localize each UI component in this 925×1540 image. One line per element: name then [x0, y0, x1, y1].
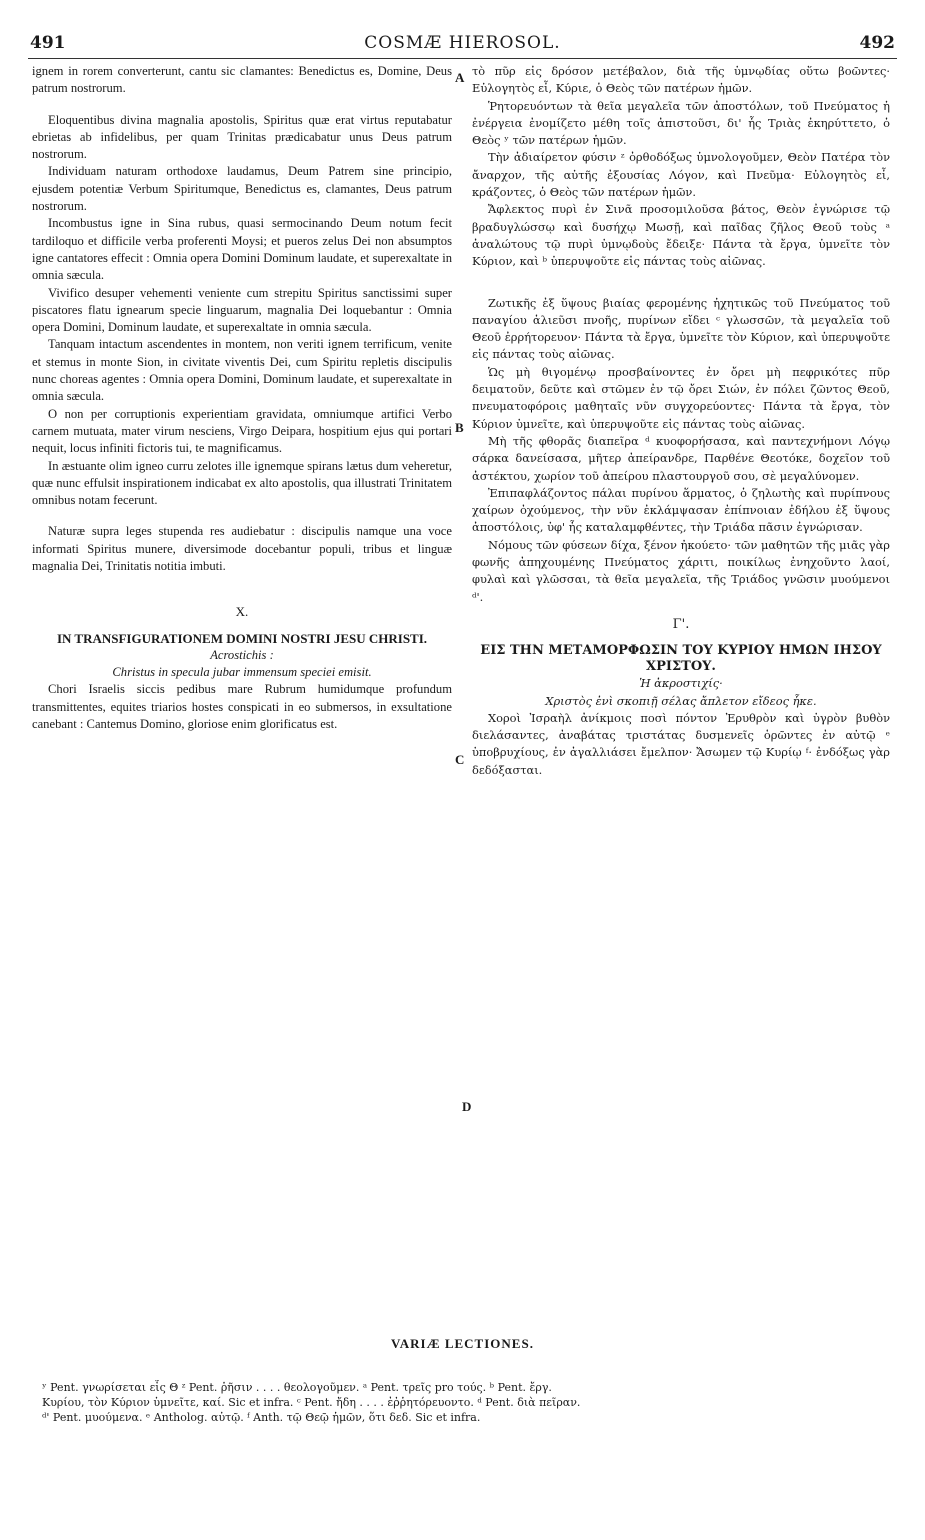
- greek-paragraph: Ζωτικῆς ἐξ ὕψους βιαίας φερομένης ἠχητικῶς τοῦ Πνεύματος τοῦ παναγίου ἁλιεῦσι πνοῆς, πυρίνων εἴδει ᶜ γλωσσῶν, τὰ μεγαλεῖα τοῦ Θεοῦ ἐρρήτορευον· Πάντα τὰ ἔργα, ὑμνεῖτε τὸν Κύριον, καὶ ὑπερυψοῦτε εἰς πάντας τοὺς αἰῶνας.: [472, 295, 890, 362]
- variant-note-line: Κυρίου, τὸν Κύριον ὑμνεῖτε, καί. Sic et infra. ᶜ Pent. ἤδη . . . . ἐῤῥητόρευοντο. ᵈ Pent. διὰ πεῖραν.: [42, 1396, 581, 1409]
- greek-paragraph: Ὡς μὴ θιγομένῳ προσβαίνοντες ἐν ὄρει μὴ πεφρικότες πῦρ δειματοῦν, δεῦτε καὶ στῶμεν ἐν τῷ ὄρει Σιών, ἐν πόλει ζῶντος Θεοῦ, πνευματοφόροις μαθηταῖς νῦν συγχορεύοντες· Πάντα τὰ ἔργα, τὸν Κύριον ὑμνεῖτε, καὶ ὑπερυψοῦτε εἰς πάντας τοὺς αἰῶνας.: [472, 364, 890, 431]
- greek-section-title: ΕΙΣ ΤΗΝ ΜΕΤΑΜΟΡΦΩΣΙΝ ΤΟΥ ΚΥΡΙΟΥ ΗΜΩΝ ΙΗΣΟΥ ΧΡΙΣΤΟΥ.: [480, 643, 882, 675]
- latin-paragraph: Chori Israelis siccis pedibus mare Rubrum humidumque profundum transmittentes, equites triarios hostes conspicati in eo submersos, in exsultatione canebant : Cantemus Domino, gloriose enim glorificatus est.: [32, 682, 452, 731]
- right-page-number: 492: [859, 33, 895, 53]
- latin-paragraph: Naturæ supra leges stupenda res audiebatur : discipulis namque una voce informati Spiritus munere, diversimode docebantur populi, tribus et linguæ magnalia Dei, Trinitatis notitia imbuti.: [32, 524, 452, 574]
- greek-paragraph: Μὴ τῆς φθορᾶς διαπεῖρα ᵈ κυοφορήσασα, καὶ παντεχνήμονι Λόγῳ σάρκα δανείσασα, μῆτερ ἀπείρανδρε, Παρθένε Θεοτόκε, δοχεῖον τοῦ ἀστέκτου, χωρίον τοῦ ἀπείρου πλαστουργοῦ σου, σὲ μεγαλύνομεν.: [472, 433, 890, 483]
- latin-paragraph: Individuam naturam orthodoxe laudamus, Deum Patrem sine principio, ejusdem potentiæ Verbum Spiritumque, Benedictus es, clamantes, Deus patrum nostrorum.: [32, 164, 452, 214]
- page-header: [30, 33, 895, 57]
- variant-notes: [42, 1380, 892, 1425]
- latin-paragraph: In æstuante olim igneo curru zelotes ille ignemque spirans lætus dum veheretur, quæ nunc effulsit inspirationem indicabat ex alto apostolis, qua illustrati Trinitatem omnibus notam fecerunt.: [32, 458, 452, 508]
- greek-acrostic-text: Χριστὸς ἐνὶ σκοπιῇ σέλας ἄπλετον εἴδεος ἧκε.: [545, 693, 817, 708]
- latin-paragraph: O non per corruptionis experientiam gravidata, omniumque artifici Verbo carnem mutuata, mater virum nesciens, Virgo Deipara, hospitium ejus qui portari nequit, locus infiniti fictoris tui, te magnificamus.: [32, 406, 452, 456]
- latin-paragraph: Eloquentibus divina magnalia apostolis, Spiritus quæ erat virtus reputabatur ebrietas ab infidelibus, per quam Trinitas prædicabatur unus Deus patrum nostrorum.: [32, 112, 452, 162]
- marker-a: A: [455, 70, 465, 85]
- header-rule: [28, 58, 897, 59]
- greek-paragraph: Ἐπιπαφλάζοντος πάλαι πυρίνου ἅρματος, ὁ ζηλωτὴς καὶ πυρίπνους χαίρων ὀχούμενος, τὴν νῦν ἐκλάμψασαν ἐπίπνοιαν ἐδήλου ἐξ ὕψους ἀποστόλοις, ὑφ' ἧς καταλαμφθέντες, τὴν Τριάδα πᾶσιν ἐγνώρισαν.: [472, 485, 890, 535]
- latin-acrostic-label: Acrostichis :: [210, 647, 274, 662]
- greek-paragraph: Χοροὶ Ἰσραὴλ ἀνίκμοις ποσὶ πόντον Ἐρυθρὸν καὶ ὑγρὸν βυθὸν διελάσαντες, ἀναβάτας τριστάτας δυσμενεῖς ὁρῶντες ἐν αὐτῷ ᵉ ὑποβρυχίους, ἐν ἀγαλλιάσει ἔμελπον· Ἄσωμεν τῷ Κυρίῳ ᶠ· ἐνδόξως γὰρ δεδόξασται.: [472, 710, 890, 777]
- latin-paragraph: ignem in rorem converterunt, cantu sic clamantes: Benedictus es, Domine, Deus patrum nostrorum.: [32, 64, 452, 96]
- left-page-number: 491: [30, 33, 66, 53]
- greek-paragraph: Τὴν ἀδιαίρετον φύσιν ᶻ ὀρθοδόξως ὑμνολογοῦμεν, Θεὸν Πατέρα τὸν ἄναρχον, τῆς αὐτῆς ἐξουσίας Λόγον, καὶ Πνεῦμα· Εὐλογητὸς εἶ, κράζοντες, ὁ Θεὸς τῶν πατέρων ἡμῶν.: [472, 150, 890, 200]
- marker-d: D: [462, 1099, 472, 1114]
- running-title: COSMÆ HIEROSOL.: [364, 33, 561, 53]
- greek-paragraph: τὸ πῦρ εἰς δρόσον μετέβαλον, διὰ τῆς ὑμνῳδίας οὕτω βοῶντες· Εὐλογητὸς εἶ, Κύριε, ὁ Θεὸς τῶν πατέρων ἡμῶν.: [472, 64, 890, 96]
- marker-b: B: [455, 420, 464, 435]
- latin-paragraph: Incombustus igne in Sina rubus, quasi sermocinando Deum notum fecit tardiloquo et difficile verba proferenti Moysi; et pueros zelus Dei non absumptos igne cantatores effecit : Omnia opera Domini Dominum laudate, et superexaltate in omnia sæcula.: [32, 216, 452, 283]
- marker-c: C: [455, 752, 465, 767]
- greek-paragraph: Νόμους τῶν φύσεων δίχα, ξένον ἠκούετο· τῶν μαθητῶν τῆς μιᾶς γὰρ φωνῆς ἀπηχουμένης Πνεύματος χάριτι, ποικίλως ἐνηχοῦντο λαοί, φυλαὶ καὶ γλῶσσαι, τὰ θεῖα μεγαλεῖα, τῆς Τριάδος γνῶσιν μυούμενοι ᵈ'.: [472, 537, 890, 604]
- latin-paragraph: Vivifico desuper vehementi veniente cum strepitu Spiritus sanctissimi super piscatores flatu ignearum specie linguarum, magnalia Dei loquebantur : Omnia opera Domini, Dominum laudate, et superexaltate in omnia sæcula.: [32, 285, 452, 335]
- latin-acrostic-text: Christus in specula jubar immensum speciei emisit.: [112, 664, 372, 679]
- latin-section-title: IN TRANSFIGURATIONEM DOMINI NOSTRI JESU CHRISTI.: [56, 630, 428, 646]
- latin-paragraph: Tanquam intactum ascendentes in montem, non veriti ignem terrificum, venite et stemus in monte Sion, in civitate viventis Dei, cum Spiritu repletis discipulis nunc choreas agentes : Omnia opera Domini, Dominum laudate, et superexaltate in omnia sæcula.: [32, 337, 452, 404]
- latin-section-number: X.: [235, 604, 249, 620]
- variant-note-line: ʸ Pent. γνωρίσεται εἷς Θ ᶻ Pent. ῥῆσιν . . . . θεολογοῦμεν. ᵃ Pent. τρεῖς pro τούς. ᵇ Pent. ἔργ.: [42, 1381, 552, 1394]
- latin-column: [32, 63, 452, 733]
- greek-paragraph: Ἄφλεκτος πυρὶ ἐν Σινᾶ προσομιλοῦσα βάτος, Θεὸν ἐγνώρισε τῷ βραδυγλώσσῳ καὶ δυσήχῳ Μωσῇ, καὶ παῖδας ζῆλος Θεοῦ τοὺς ᵃ ἀναλώτους τῷ πυρὶ ὑμνῳδοὺς ἔδειξε· Πάντα τὰ ἔργα, ὑμνεῖτε τὸν Κύριον, καὶ ᵇ ὑπερυψοῦτε εἰς πάντας τοὺς αἰῶνας.: [472, 202, 890, 269]
- greek-column: [472, 63, 890, 779]
- variant-note-line: ᵈ' Pent. μυούμενα. ᵉ Antholog. αὐτῷ. ᶠ Anth. τῷ Θεῷ ἡμῶν, ὅτι δεδ. Sic et infra.: [42, 1411, 481, 1424]
- greek-paragraph: Ῥητορευόντων τὰ θεῖα μεγαλεῖα τῶν ἀποστόλων, τοῦ Πνεύματος ἡ ἐνέργεια ἐνομίζετο μέθη τοῖς ἀπιστοῦσι, δι' ἧς Τριὰς ἐκηρύττετο, ὁ Θεὸς ʸ τῶν πατέρων ἡμῶν.: [472, 98, 890, 148]
- greek-acrostic-label: Ἡ ἀκροστιχίς·: [639, 676, 723, 691]
- greek-section-number: Γ'.: [672, 616, 690, 632]
- variae-lectiones-heading: VARIÆ LECTIONES.: [391, 1336, 534, 1351]
